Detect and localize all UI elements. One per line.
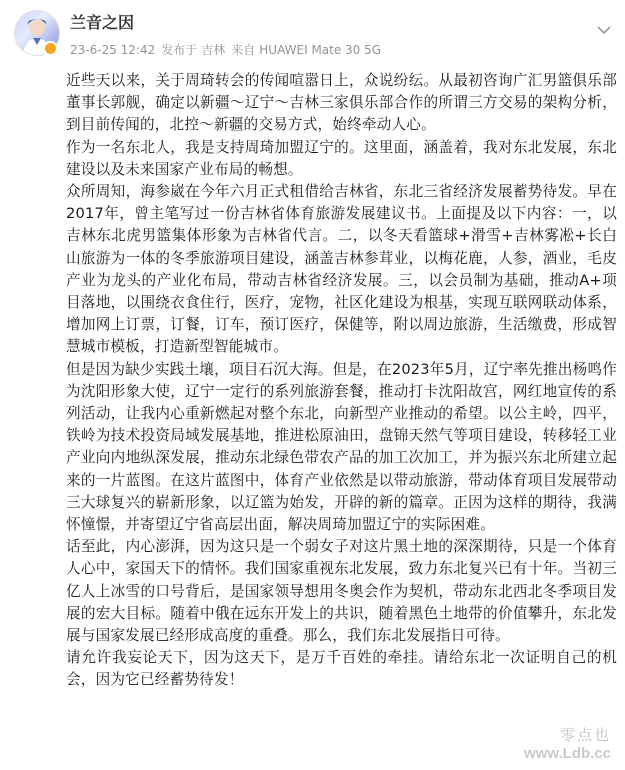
post-paragraph: 作为一名东北人，我是支持周琦加盟辽宁的。这里面，涵盖着，我对东北发展，东北建设以及未来国家产业布局的畅想。 <box>66 138 617 178</box>
username[interactable]: 兰音之因 <box>70 13 135 32</box>
watermark <box>524 724 611 762</box>
post-meta <box>70 41 387 58</box>
post-paragraph: 近些天以来，关于周琦转会的传闻喧嚣日上，众说纷纭。从最初咨询广汇男篮俱乐部董事长郭舰，确定以新疆～辽宁～吉林三家俱乐部合作的所谓三方交易的架构分析，到目前传闻的，北控～新疆的交易方式，始终牵动人心。 <box>66 72 617 134</box>
more-menu-button[interactable] <box>597 20 611 30</box>
verified-badge-icon <box>43 41 58 56</box>
post-content <box>66 70 617 692</box>
post-paragraph: 众所周知，海参崴在今年六月正式租借给吉林省，东北三省经济发展蓄势待发。早在2017年，曾主笔写过一份吉林省体育旅游发展建议书。上面提及以下内容：一，以吉林东北虎男篮集体形象为吉林省代言。二，以冬天看篮球+滑雪+吉林雾凇+长白山旅游为一体的冬季旅游项目建设，涵盖吉林参茸业，以梅花鹿，人参，酒业，毛皮产业为龙头的产业化布局，带动吉林省经济发展。三，以会员制为基础，推动A+项目落地，以围绕衣食住行，医疗，宠物，社区化建设为根基，实现互联网联动体系，增加网上订票，订餐，订车，预订医疗，保健等，附以周边旅游，生活缴费，形成智慧城市模板，打造新型智能城市。 <box>66 183 617 356</box>
watermark-url: www.Ldb.cc <box>524 745 611 762</box>
location: 吉林 <box>201 43 226 57</box>
watermark-top-text: 零点也 <box>559 727 611 744</box>
post-paragraph: 话至此，内心澎湃，因为这只是一个弱女子对这片黑土地的深深期待，只是一个体育人心中，家国天下的情怀。我们国家重视东北发展，致力东北复兴已有十年。当初三亿人上冰雪的口号背后，是国家领导想用冬奥会作为契机，带动东北西北冬季项目发展的宏大目标。随着中俄在远东开发上的共识，随着黑色土地带的价值攀升，东北发展与国家发展已经形成高度的重叠。那么，我们东北发展指日可待。 <box>66 538 617 645</box>
posted-from-label: 发布于 <box>161 43 198 57</box>
source-label: 来自 <box>231 43 256 57</box>
post-header <box>0 0 625 70</box>
post-paragraph: 请允许我妄论天下，因为这天下，是万千百姓的牵挂。请给东北一次证明自己的机会，因为它已经蓄势待发！ <box>66 649 617 689</box>
chevron-down-icon <box>597 25 611 35</box>
timestamp: 23-6-25 12:42 <box>70 43 156 57</box>
post-paragraph: 但是因为缺少实践土壤，项目石沉大海。但是，在2023年5月，辽宁率先推出杨鸣作为沈阳形象大使，辽宁一定行的系列旅游套餐，推动打卡沈阳故宫，网红地宣传的系列活动，让我内心重新燃起对整个东北，向新型产业推动的希望。以公主岭，四平，铁岭为技术投资局域发展基地，推进松原油田，盘锦天然气等项目建设，转移轻工业产业向内地纵深发展，推动东北绿色带农产品的加工次加工，并为振兴东北所建立起来的一片蓝图。在这片蓝图中，体育产业依然是以带动旅游，带动体育项目发展带动三大球复兴的崭新形象，以辽篮为始发，开辟的新的篇章。正因为这样的期待，我满怀憧憬，并寄望辽宁省高层出面，解决周琦加盟辽宁的实际困难。 <box>66 360 617 534</box>
device: HUAWEI Mate 30 5G <box>259 43 382 57</box>
